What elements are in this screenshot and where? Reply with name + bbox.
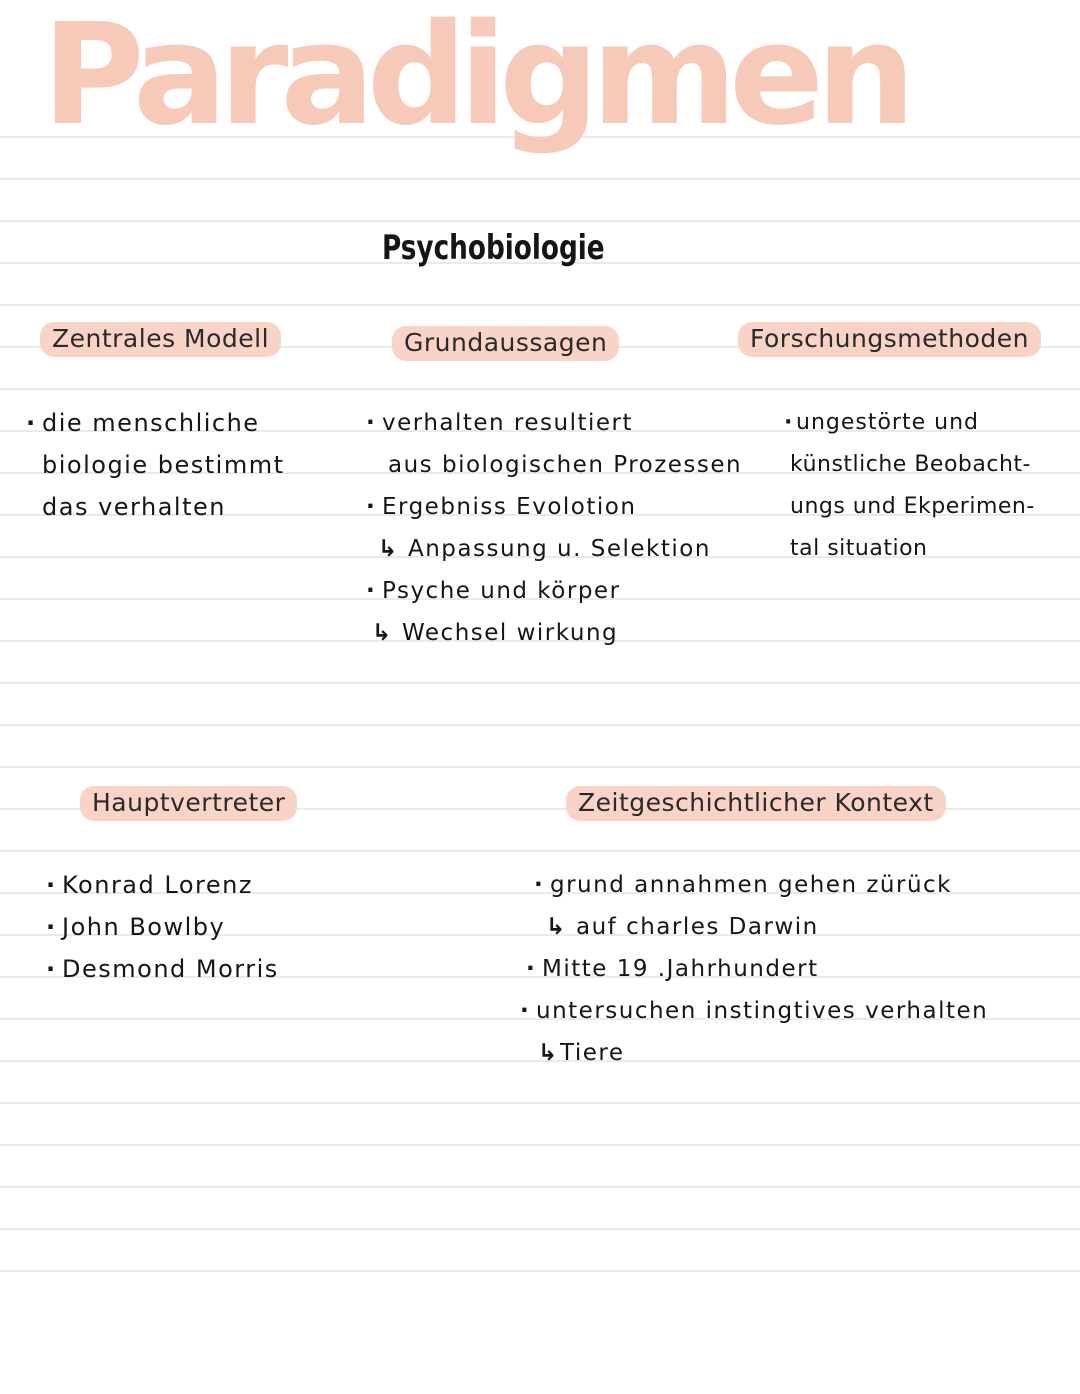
bullet-dot-icon: ·: [534, 872, 545, 898]
list-item: · Ergebniss Evolotion: [366, 486, 742, 528]
heading-grundaussagen: Grundaussagen: [392, 326, 619, 361]
list-item: · untersuchen instingtives verhalten: [520, 990, 988, 1032]
bullet-dot-icon: ·: [366, 494, 377, 520]
list-item: künstliche Beobacht-: [790, 452, 1031, 477]
bullet-dot-icon: ·: [46, 871, 57, 899]
list-item: · grund annahmen gehen zürück: [520, 864, 988, 906]
bullet-dot-icon: ·: [784, 410, 794, 435]
section-grundaussagen: [366, 402, 742, 654]
list-item: ungs und Ekperimen-: [790, 494, 1035, 519]
list-item: ↳ Wechsel wirkung: [366, 612, 742, 654]
list-item: tal situation: [790, 536, 928, 561]
list-item: biologie bestimmt: [42, 451, 285, 479]
heading-forschungsmethoden: Forschungsmethoden: [738, 322, 1041, 357]
bullet-dot-icon: ·: [366, 410, 377, 436]
return-arrow-icon: ↳: [546, 914, 567, 940]
heading-zeitgeschichtlicher-kontext: Zeitgeschichtlicher Kontext: [566, 786, 946, 821]
section-zeitgeschichtlicher-kontext: [520, 864, 988, 1074]
bullet-dot-icon: ·: [526, 956, 537, 982]
list-item: · Psyche und körper: [366, 570, 742, 612]
list-item: · Desmond Morris: [46, 948, 279, 990]
list-item: ↳ auf charles Darwin: [520, 906, 988, 948]
section-forschungsmethoden: [784, 402, 1035, 570]
return-arrow-icon: ↳: [378, 536, 399, 562]
list-item: · ungestörte und: [784, 402, 1035, 444]
bullet-dot-icon: ·: [366, 578, 377, 604]
list-item: · verhalten resultiert: [366, 402, 742, 444]
heading-zentrales-modell: Zentrales Modell: [40, 322, 281, 357]
list-item: das verhalten: [42, 493, 226, 521]
section-zentrales-modell: [26, 402, 284, 528]
list-item: · Mitte 19 .Jahrhundert: [520, 948, 988, 990]
page-title: Paradigmen: [42, 0, 908, 157]
bullet-dot-icon: ·: [46, 955, 57, 983]
bullet-dot-icon: ·: [26, 409, 37, 437]
subject-heading: Psychobiologie: [382, 228, 605, 268]
heading-hauptvertreter: Hauptvertreter: [80, 786, 297, 821]
return-arrow-icon: ↳: [538, 1040, 559, 1066]
bullet-dot-icon: ·: [46, 913, 57, 941]
list-item: · Konrad Lorenz: [46, 864, 279, 906]
list-item: · John Bowlby: [46, 906, 279, 948]
list-item: aus biologischen Prozessen: [388, 452, 743, 478]
bullet-dot-icon: ·: [520, 998, 531, 1024]
return-arrow-icon: ↳: [372, 620, 393, 646]
list-item: ↳ Anpassung u. Selektion: [366, 528, 742, 570]
section-hauptvertreter: [46, 864, 279, 990]
list-item: · die menschliche: [26, 402, 284, 444]
list-item: ↳Tiere: [520, 1032, 988, 1074]
